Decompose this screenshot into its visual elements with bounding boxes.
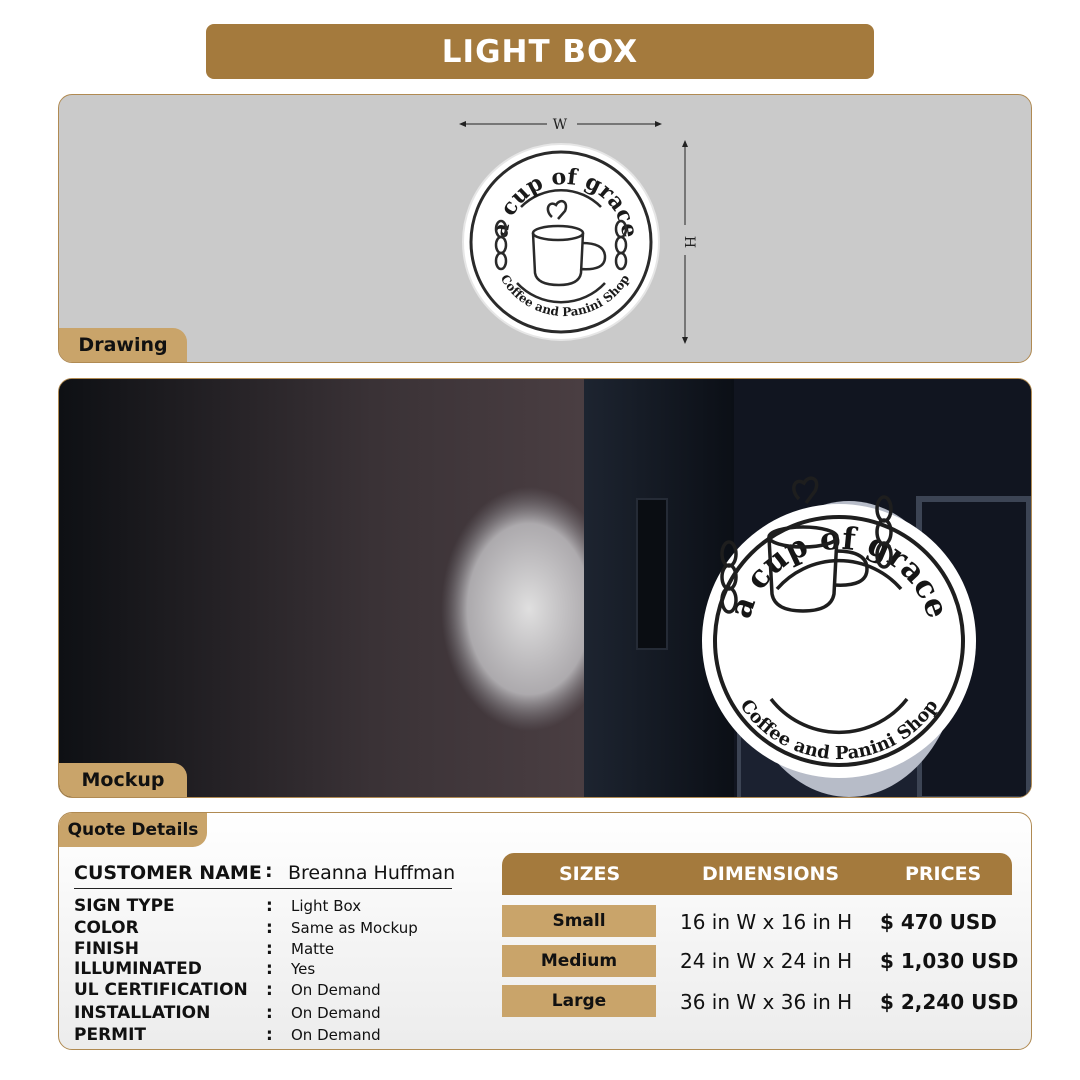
dimensions-small: 16 in W x 16 in H <box>680 910 853 934</box>
mockup-bottom-text: Coffee and Panini Shop <box>735 695 943 765</box>
mount-bracket <box>637 499 667 649</box>
page-title: LIGHT BOX <box>206 24 874 79</box>
spec-label: UL CERTIFICATION <box>74 980 248 1000</box>
mockup-panel <box>58 378 1032 798</box>
dimensions-large: 36 in W x 36 in H <box>680 990 853 1014</box>
size-large: Large <box>502 985 656 1017</box>
dimensions-medium: 24 in W x 24 in H <box>680 949 853 973</box>
spec-value: Yes <box>291 960 316 978</box>
header-dimensions: DIMENSIONS <box>702 863 840 885</box>
pricing-header <box>502 853 1012 895</box>
logo-drawing <box>463 144 659 340</box>
spec-colon: : <box>266 980 273 1000</box>
height-label: H <box>681 235 697 249</box>
spec-label: FINISH <box>74 939 139 959</box>
header-sizes: SIZES <box>559 863 621 885</box>
spec-row-sign-type <box>74 896 474 917</box>
spec-row-finish <box>74 939 474 960</box>
spec-label: INSTALLATION <box>74 1003 211 1023</box>
spec-row-permit <box>74 1025 474 1046</box>
spec-value: Light Box <box>291 897 362 915</box>
spec-row-ul-certification <box>74 980 474 1001</box>
price-medium: $ 1,030 USD <box>880 949 1019 973</box>
spec-label: SIGN TYPE <box>74 896 175 916</box>
quote-tab: Quote Details <box>59 813 207 847</box>
mockup-tab: Mockup <box>59 763 187 797</box>
spec-value: Same as Mockup <box>291 919 418 937</box>
logo-top-text: a cup of grace <box>487 163 643 240</box>
customer-name-label: CUSTOMER NAME <box>74 862 262 884</box>
size-medium: Medium <box>502 945 656 977</box>
spec-row-installation <box>74 1003 474 1024</box>
spec-label: COLOR <box>74 918 139 938</box>
header-prices: PRICES <box>905 863 982 885</box>
spec-colon: : <box>266 939 273 959</box>
spec-value: On Demand <box>291 1026 381 1044</box>
price-small: $ 470 USD <box>880 910 997 934</box>
spec-value: On Demand <box>291 1004 381 1022</box>
spec-value: Matte <box>291 940 335 958</box>
logo-bottom-text: Coffee and Panini Shop <box>497 272 633 320</box>
mockup-scene <box>59 379 1032 798</box>
spec-label: PERMIT <box>74 1025 147 1045</box>
drawing-panel <box>58 94 1032 363</box>
spec-colon: : <box>266 1003 273 1023</box>
spec-row-color <box>74 918 474 939</box>
customer-name-value: Breanna Huffman <box>288 862 456 884</box>
mockup-top-text: a cup of grace <box>722 520 956 623</box>
spec-colon: : <box>266 1025 273 1045</box>
spec-value: On Demand <box>291 981 381 999</box>
customer-name-colon: : <box>265 860 273 882</box>
spec-label: ILLUMINATED <box>74 959 202 979</box>
spec-colon: : <box>266 918 273 938</box>
drawing-canvas <box>59 95 1032 363</box>
spec-colon: : <box>266 959 273 979</box>
customer-underline <box>74 888 452 889</box>
spec-colon: : <box>266 896 273 916</box>
size-small: Small <box>502 905 656 937</box>
width-label: W <box>552 117 568 133</box>
drawing-tab: Drawing <box>59 328 187 362</box>
spec-row-illuminated <box>74 959 474 980</box>
price-large: $ 2,240 USD <box>880 990 1019 1014</box>
